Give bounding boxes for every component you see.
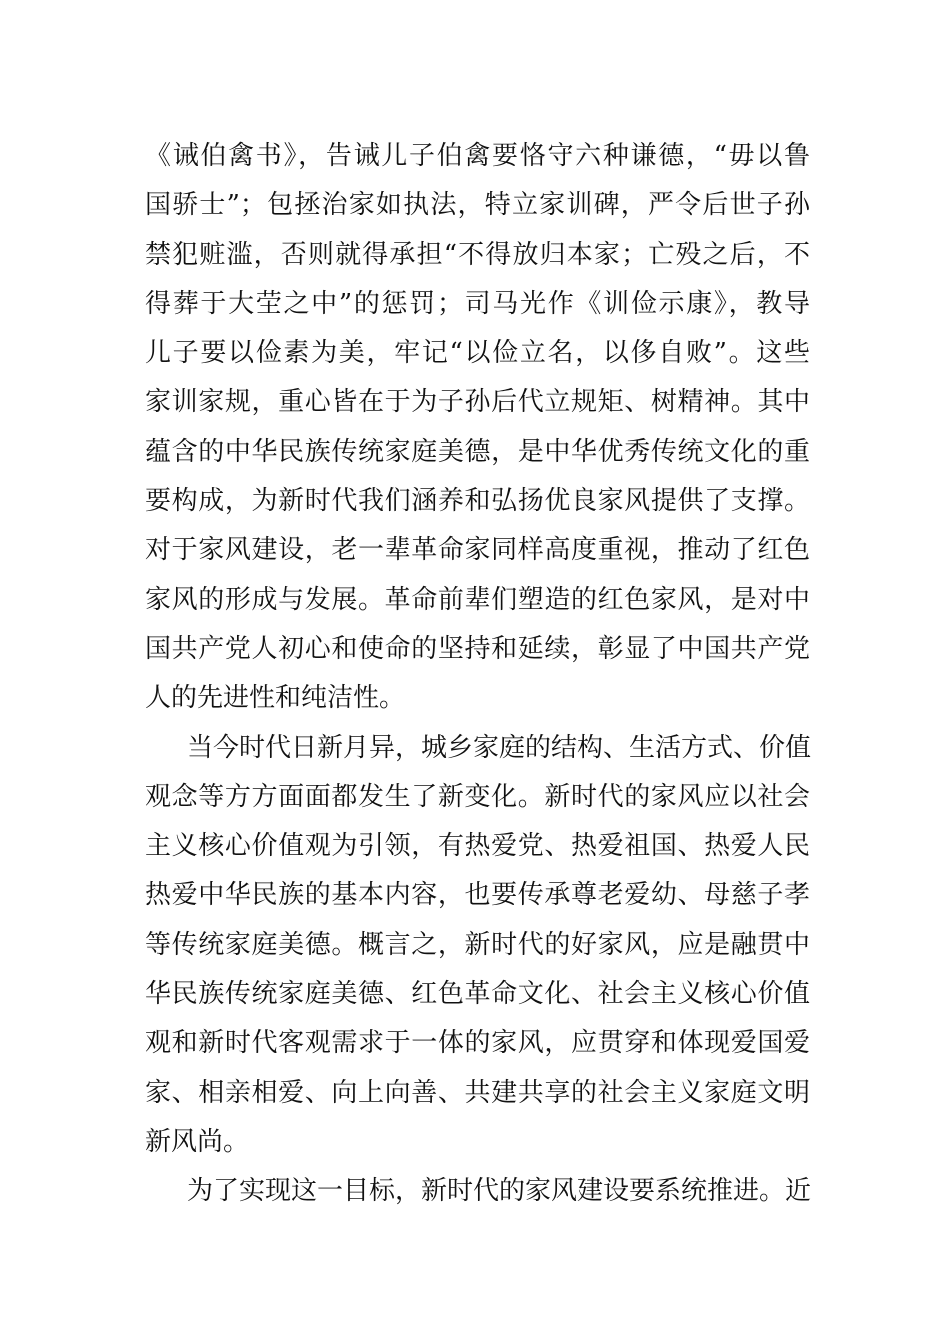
paragraph-end-line: 人的先进性和纯洁性。 xyxy=(145,683,406,714)
text-line: 《诫伯禽书》，告诫儿子伯禽要恪守六种谦德，“毋以鲁 xyxy=(145,141,810,171)
text-line: 家训家规，重心皆在于为子孙后代立规矩、树精神。其中 xyxy=(145,387,810,418)
paragraph-start-line: 为了实现这一目标，新时代的家风建设要系统推进。近 xyxy=(187,1176,812,1207)
paragraph-end-line: 新风尚。 xyxy=(145,1126,250,1157)
text-line: 要构成，为新时代我们涵养和弘扬优良家风提供了支撑。 xyxy=(145,486,810,517)
text-line: 观和新时代客观需求于一体的家风，应贯穿和体现爱国爱 xyxy=(145,1028,810,1059)
text-line: 对于家风建设，老一辈革命家同样高度重视，推动了红色 xyxy=(145,535,810,566)
body-text xyxy=(145,132,810,1217)
text-line: 得葬于大茔之中”的惩罚；司马光作《训俭示康》，教导 xyxy=(145,288,810,319)
text-line: 热爱中华民族的基本内容，也要传承尊老爱幼、母慈子孝 xyxy=(145,880,810,911)
text-line: 华民族传统家庭美德、红色革命文化、社会主义核心价值 xyxy=(145,979,810,1010)
text-line: 禁犯赃滥，否则就得承担“不得放归本家；亡殁之后，不 xyxy=(145,239,810,270)
text-line: 儿子要以俭素为美，牢记“以俭立名，以侈自败”。这些 xyxy=(145,338,810,369)
paragraph-start-line: 当今时代日新月异，城乡家庭的结构、生活方式、价值 xyxy=(187,732,812,763)
text-line: 观念等方方面面都发生了新变化。新时代的家风应以社会 xyxy=(145,781,810,812)
text-line: 蕴含的中华民族传统家庭美德，是中华优秀传统文化的重 xyxy=(145,436,810,467)
text-line: 家、相亲相爱、向上向善、共建共享的社会主义家庭文明 xyxy=(145,1077,810,1108)
text-line: 等传统家庭美德。概言之，新时代的好家风，应是融贯中 xyxy=(145,929,810,960)
text-line: 家风的形成与发展。革命前辈们塑造的红色家风，是对中 xyxy=(145,584,810,615)
text-line: 主义核心价值观为引领，有热爱党、热爱祖国、热爱人民 xyxy=(145,831,810,862)
text-line: 国共产党人初心和使命的坚持和延续，彰显了中国共产党 xyxy=(145,633,810,664)
text-line: 国骄士”；包拯治家如执法，特立家训碑，严令后世子孙 xyxy=(145,190,810,221)
